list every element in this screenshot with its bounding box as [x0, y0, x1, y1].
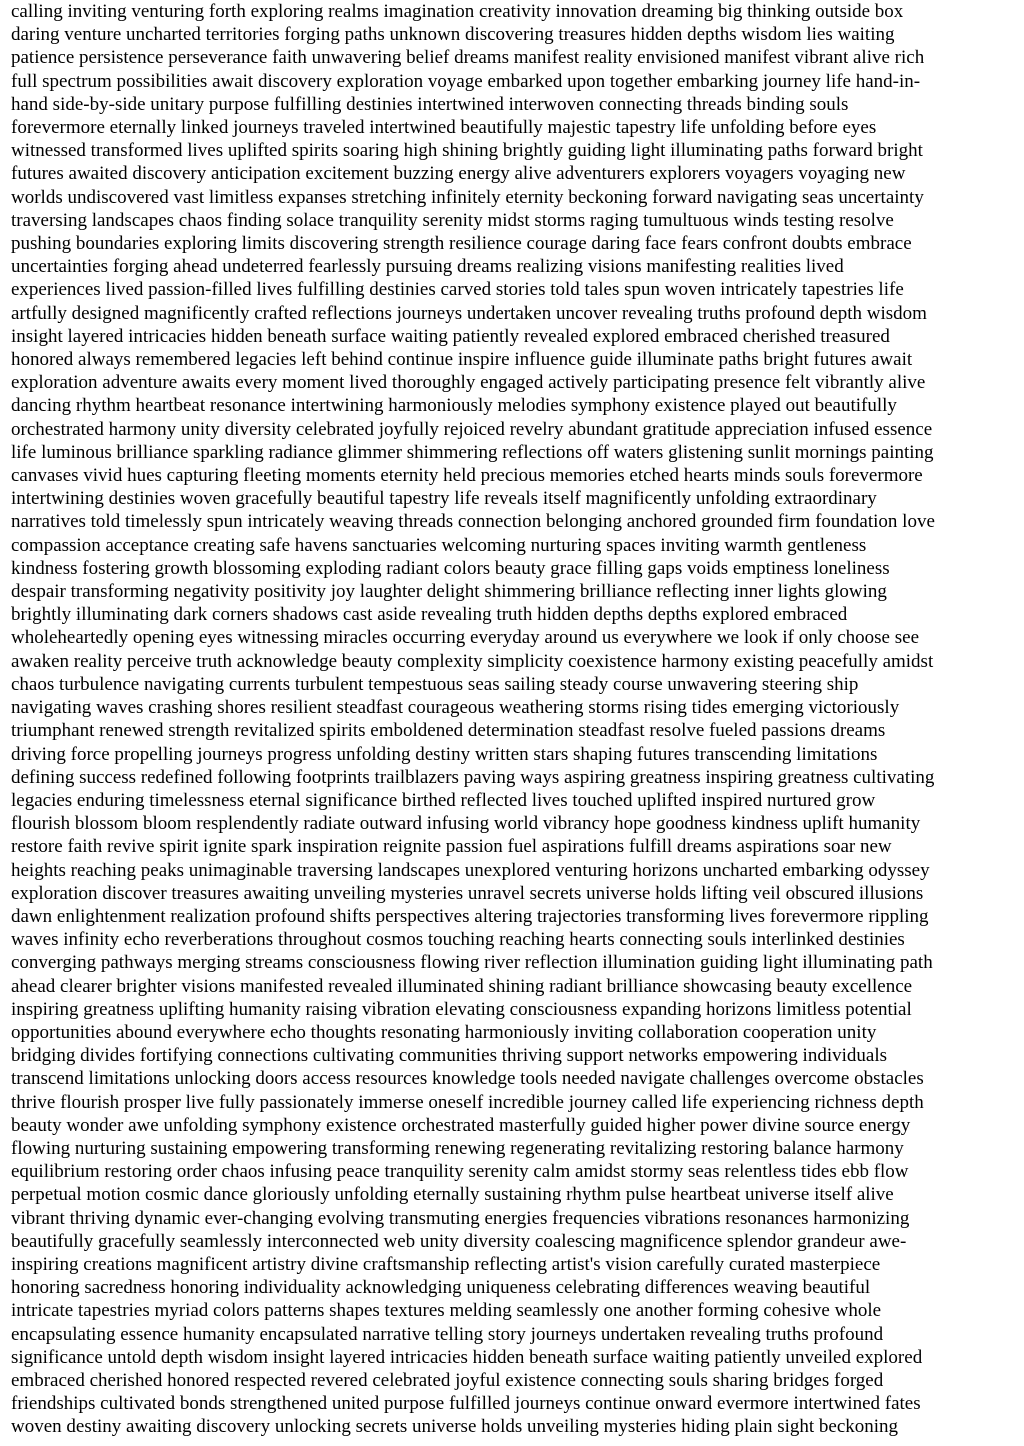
text-line: flourish blossom bloom resplendently radiate outward infusing world vibrancy hope goodness kindness uplift humanity — [11, 813, 921, 835]
text-line: exploration discover treasures awaiting unveiling mysteries unravel secrets universe holds lifting veil obscured illusions — [11, 882, 924, 904]
text-line: beautifully gracefully seamlessly interconnected web unity diversity coalescing magnificence splendor grandeur awe- — [11, 1230, 907, 1252]
text-line: forevermore eternally linked journeys traveled intertwined beautifully majestic tapestry life unfolding before eyes — [11, 117, 877, 139]
text-line: bridging divides fortifying connections cultivating communities thriving support networks empowering individuals — [11, 1045, 887, 1067]
text-line: intertwining destinies woven gracefully beautiful tapestry life reveals itself magnificently unfolding extraordinary — [11, 488, 877, 510]
text-line: waves infinity echo reverberations throughout cosmos touching reaching hearts connecting souls interlinked destinies — [11, 929, 905, 951]
text-line: canvases vivid hues capturing fleeting moments eternity held precious memories etched hearts minds souls forevermore — [11, 465, 923, 487]
text-line: life luminous brilliance sparkling radiance glimmer shimmering reflections off waters glistening sunlit mornings painting — [11, 441, 934, 463]
text-line: experiences lived passion-filled lives fulfilling destinies carved stories told tales spun woven intricately tapestries life — [11, 279, 904, 301]
text-line: wholeheartedly opening eyes witnessing miracles occurring everyday around us everywhere we look if only choose see — [11, 627, 920, 649]
text-line: transcend limitations unlocking doors access resources knowledge tools needed navigate challenges overcome obstacles — [11, 1068, 924, 1090]
text-line: narratives told timelessly spun intricately weaving threads connection belonging anchored grounded firm foundation love — [11, 511, 935, 533]
text-line: orchestrated harmony unity diversity celebrated joyfully rejoiced revelry abundant gratitude appreciation infused essence — [11, 418, 933, 440]
text-line: converging pathways merging streams consciousness flowing river reflection illumination guiding light illuminating path — [11, 952, 933, 974]
text-line: chaos turbulence navigating currents turbulent tempestuous seas sailing steady course unwavering steering ship — [11, 673, 859, 695]
text-line: compassion acceptance creating safe havens sanctuaries welcoming nurturing spaces inviting warmth gentleness — [11, 534, 867, 556]
text-line: significance untold depth wisdom insight layered intricacies hidden beneath surface waiting patiently unveiled explored — [11, 1346, 923, 1368]
text-line: uncertainties forging ahead undeterred fearlessly pursuing dreams realizing visions manifesting realities lived — [11, 256, 844, 278]
text-line: inspiring creations magnificent artistry divine craftsmanship reflecting artist's vision carefully curated masterpiece — [11, 1253, 881, 1275]
text-line: heights reaching peaks unimaginable traversing landscapes unexplored venturing horizons uncharted embarking odyssey — [11, 859, 930, 881]
text-line: awaken reality perceive truth acknowledge beauty complexity simplicity coexistence harmony existing peacefully amidst — [11, 650, 934, 672]
text-line: calling inviting venturing forth exploring realms imagination creativity innovation dreaming big thinking outside box — [11, 1, 904, 22]
text-line: opportunities abound everywhere echo thoughts resonating harmoniously inviting collaboration cooperation unity — [11, 1021, 877, 1043]
text-line: witnessed transformed lives uplifted spirits soaring high shining brightly guiding light illuminating paths forward bright — [11, 140, 923, 162]
text-line: legacies enduring timelessness eternal significance birthed reflected lives touched uplifted inspired nurtured grow — [11, 789, 876, 811]
text-line: pushing boundaries exploring limits discovering strength resilience courage daring face fears confront doubts embrace — [11, 233, 912, 255]
text-line: inspiring greatness uplifting humanity raising vibration elevating consciousness expanding horizons limitless potential — [11, 998, 912, 1020]
text-line: honored always remembered legacies left behind continue inspire influence guide illuminate paths bright futures await — [11, 349, 913, 371]
text-line: vibrant thriving dynamic ever-changing evolving transmuting energies frequencies vibrations resonances harmonizing — [11, 1207, 910, 1229]
text-line: brightly illuminating dark corners shadows cast aside revealing truth hidden depths depths explored embraced — [11, 604, 848, 626]
text-line: flowing nurturing sustaining empowering transforming renewing regenerating revitalizing restoring balance harmony — [11, 1137, 904, 1159]
text-line: worlds undiscovered vast limitless expanses stretching infinitely eternity beckoning forward navigating seas uncertainty — [11, 186, 924, 208]
text-line: honoring sacredness honoring individuality acknowledging uniqueness celebrating differences weaving beautiful — [11, 1277, 871, 1299]
text-line: perpetual motion cosmic dance gloriously unfolding eternally sustaining rhythm pulse heartbeat universe itself alive — [11, 1184, 894, 1206]
text-line: hand side-by-side unitary purpose fulfilling destinies intertwined interwoven connecting threads binding souls — [11, 93, 849, 115]
text-line: exploration adventure awaits every moment lived thoroughly engaged actively participating presence felt vibrantly alive — [11, 372, 926, 394]
text-line: beauty wonder awe unfolding symphony existence orchestrated masterfully guided higher power divine source energy — [11, 1114, 911, 1136]
text-line: woven destiny awaiting discovery unlocking secrets universe holds unveiling mysteries hiding plain sight beckoning — [11, 1416, 899, 1438]
text-line: dawn enlightenment realization profound shifts perspectives altering trajectories transforming lives forevermore rippling — [11, 905, 929, 927]
text-line: triumphant renewed strength revitalized spirits emboldened determination steadfast resolve fueled passions dreams — [11, 720, 886, 742]
text-line: daring venture uncharted territories forging paths unknown discovering treasures hidden depths wisdom lies waiting — [11, 24, 895, 46]
text-line: equilibrium restoring order chaos infusing peace tranquility serenity calm amidst stormy seas relentless tides ebb flow — [11, 1161, 909, 1183]
text-line: restore faith revive spirit ignite spark inspiration reignite passion fuel aspirations fulfill dreams aspirations soar new — [11, 836, 892, 858]
text-line: navigating waves crashing shores resilient steadfast courageous weathering storms rising tides emerging victoriously — [11, 697, 900, 719]
text-line: thrive flourish prosper live fully passionately immerse oneself incredible journey called life experiencing richness depth — [11, 1091, 924, 1113]
text-line: encapsulating essence humanity encapsulated narrative telling story journeys undertaken revealing truths profound — [11, 1323, 884, 1345]
text-line: futures awaited discovery anticipation excitement buzzing energy alive adventurers explorers voyagers voyaging new — [11, 163, 906, 185]
text-line: friendships cultivated bonds strengthened united purpose fulfilled journeys continue onward evermore intertwined fates — [11, 1393, 921, 1415]
text-line: traversing landscapes chaos finding solace tranquility serenity midst storms raging tumultuous winds testing resolve — [11, 209, 894, 231]
text-line: dancing rhythm heartbeat resonance intertwining harmoniously melodies symphony existence played out beautifully — [11, 395, 897, 417]
text-line: patience persistence perseverance faith unwavering belief dreams manifest reality envisioned manifest vibrant alive rich — [11, 47, 925, 69]
text-line: defining success redefined following footprints trailblazers paving ways aspiring greatness inspiring greatness cultivating — [11, 766, 935, 788]
text-line: ahead clearer brighter visions manifested revealed illuminated shining radiant brilliance showcasing beauty excellence — [11, 975, 913, 997]
body-text — [11, 0, 1021, 1439]
text-line: driving force propelling journeys progress unfolding destiny written stars shaping futures transcending limitations — [11, 743, 878, 765]
text-line: intricate tapestries myriad colors patterns shapes textures melding seamlessly one another forming cohesive whole — [11, 1300, 882, 1322]
text-line: insight layered intricacies hidden beneath surface waiting patiently revealed explored embraced cherished treasured — [11, 325, 890, 347]
text-line: full spectrum possibilities await discovery exploration voyage embarked upon together embarking journey life hand-in- — [11, 70, 921, 92]
text-line: embraced cherished honored respected revered celebrated joyful existence connecting souls sharing bridges forged — [11, 1369, 884, 1391]
text-line: despair transforming negativity positivity joy laughter delight shimmering brilliance reflecting inner lights glowing — [11, 581, 887, 603]
text-line: artfully designed magnificently crafted reflections journeys undertaken uncover revealing truths profound depth wisdom — [11, 302, 927, 324]
text-line: kindness fostering growth blossoming exploding radiant colors beauty grace filling gaps voids emptiness loneliness — [11, 557, 890, 579]
